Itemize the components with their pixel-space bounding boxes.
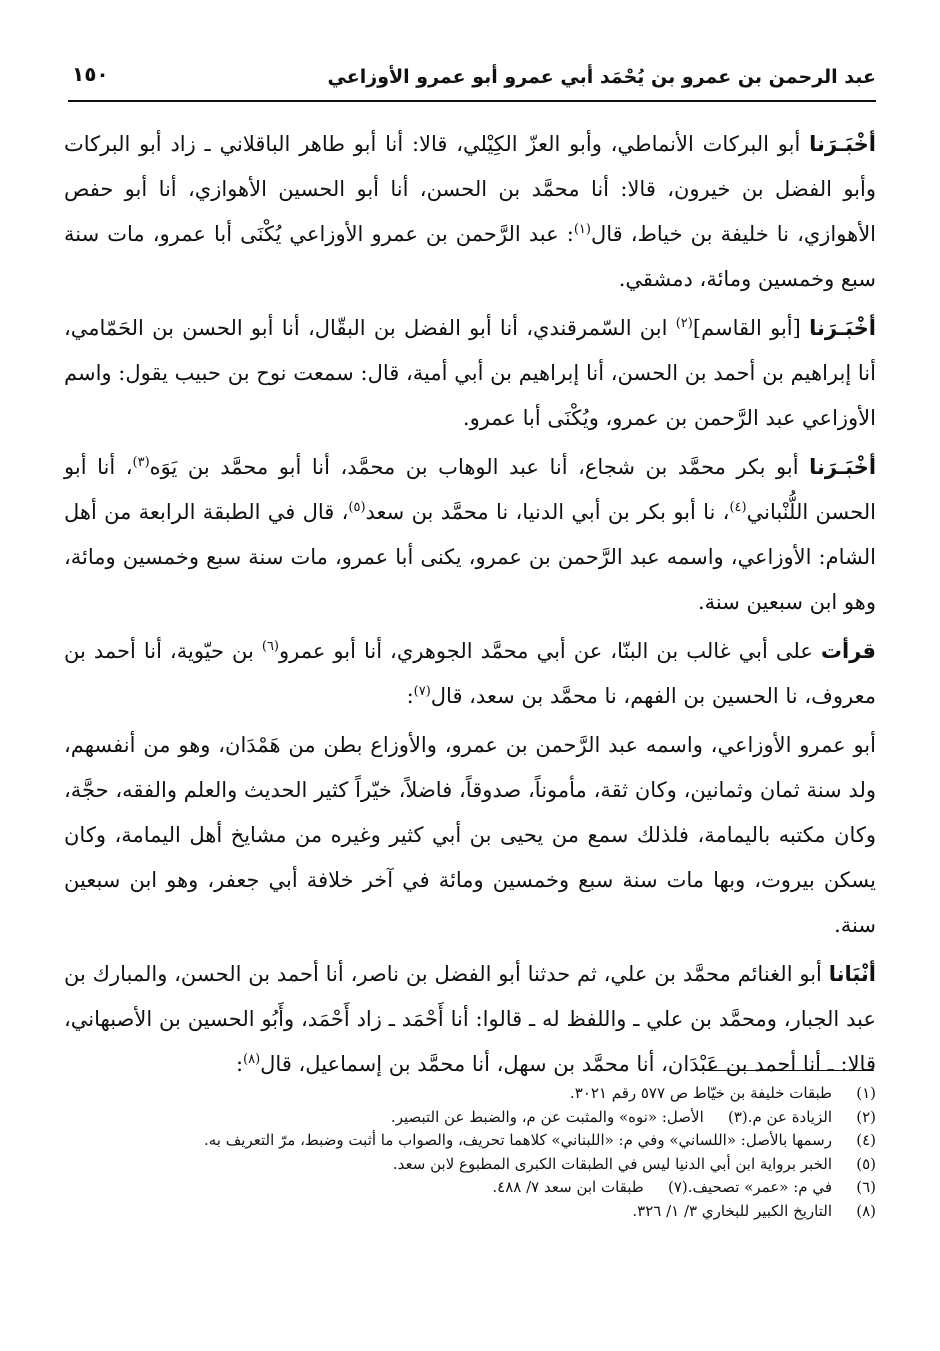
- paragraph-text: :: [235, 1052, 244, 1076]
- header-rule: [68, 100, 876, 102]
- footnote-number: (٨): [856, 1201, 876, 1220]
- running-title: عبد الرحمن بن عمرو بن يُحْمَد أبي عمرو أبو عمرو الأوزاعي: [327, 66, 876, 88]
- footnote-row: [70, 1129, 876, 1153]
- footnote-text: التاريخ الكبير للبخاري ٣/ ١/ ٣٢٦.: [632, 1201, 832, 1220]
- paragraph-text: :: [406, 684, 414, 708]
- footnote-number: (٦): [856, 1178, 876, 1196]
- footnote-reference[interactable]: (٧): [413, 684, 431, 699]
- footnotes: [70, 1082, 876, 1223]
- page-header: [68, 60, 876, 100]
- footnote-number: (٥): [856, 1154, 876, 1173]
- paragraph-text: : عبد الرَّحمن بن عمرو الأوزاعي يُكْنَى أبا عمرو، مات سنة سبع وخمسين ومائة، دمشقي.: [64, 222, 876, 291]
- footnote-text: رسمها بالأصل: «اللساني» وفي م: «اللبناني» كلاهما تحريف، والصواب ما أثبت وضبط، مرّ التعريف به.: [204, 1131, 832, 1149]
- page-number: ١٥٠: [72, 62, 109, 86]
- paragraph-lead-word: أخْبَـرَنا: [809, 455, 877, 479]
- paragraph-text: ، نا أبو بكر بن أبي الدنيا، نا محمَّد بن سعد: [365, 500, 730, 524]
- paragraph-text: أبو البركات الأنماطي، وأبو العزّ الكِيْلي، قالا: أنا أبو طاهر الباقلاني ـ زاد أبو البركات وأبو الفضل بن خيرون، قالا: أنا محمَّد بن الحسن، أنا أبو الحسين الأهوازي، أنا أبو حفص الأهوازي، نا خليفة بن خياط، قال: [64, 132, 877, 246]
- footnote-row: [70, 1082, 876, 1106]
- footnote-inline-item: [391, 1106, 748, 1130]
- paragraph-text: أبو الغنائم محمَّد بن علي، ثم حدثنا أبو الفضل بن ناصر، أنا أحمد بن الحسن، والمبارك بن عبد الجبار، ومحمَّد بن علي ـ واللفظ له ـ قالوا: أنا أَحْمَد ـ زاد أَحْمَد، وأَبُو الحسين بن الأصبهاني، قالا: ـ أنا أحمد بن عَبْدَان، أنا محمَّد بن سهل، أنا محمَّد بن إسماعيل، قال: [64, 962, 876, 1076]
- footnote-separator: [706, 1070, 874, 1071]
- paragraph-text: أبو بكر محمَّد بن شجاع، أنا عبد الوهاب بن محمَّد، أنا أبو محمَّد بن يَوَه: [149, 455, 810, 479]
- footnote-text: الخبر برواية ابن أبي الدنيا ليس في الطبقات الكبرى المطبوع لابن سعد.: [392, 1154, 832, 1173]
- paragraph-text: [أبو القاسم]: [692, 316, 810, 340]
- footnote-reference[interactable]: (٥): [348, 500, 366, 515]
- footnote-number: (٢): [856, 1107, 876, 1126]
- footnote-row: [70, 1153, 876, 1177]
- paragraph-text: بن حيّوية، أنا أحمد بن معروف، نا الحسين بن الفهم، نا محمَّد بن سعد، قال: [64, 639, 876, 708]
- paragraph: [64, 122, 876, 302]
- footnote-number: (٣): [727, 1107, 748, 1126]
- paragraph-text: ، أنا أبو الحسن اللُّنْباني: [64, 455, 876, 524]
- paragraph-text: ابن السّمرقندي، أنا أبو الفضل بن البقّال، أنا أبو الحسن بن الحَمّامي، أنا إبراهيم بن أحمد بن الحسن، أنا إبراهيم بن أبي أمية، قال: سمعت نوح بن حبيب يقول: واسم الأوزاعي عبد الرَّحمن بن عمرو، ويُكْنَى أبا عمرو.: [64, 316, 876, 430]
- footnote-number: (١): [856, 1084, 876, 1102]
- footnote-reference[interactable]: (٦): [261, 639, 279, 654]
- footnote-text: الزيادة عن م.: [747, 1107, 832, 1126]
- paragraph: [64, 723, 876, 948]
- footnote-row: [70, 1106, 876, 1130]
- paragraph: [64, 306, 876, 441]
- footnote-inline-item: [492, 1176, 687, 1200]
- paragraph: [64, 629, 876, 719]
- footnote-text: طبقات ابن سعد ٧/ ٤٨٨.: [492, 1178, 644, 1196]
- paragraph-text: أبو عمرو الأوزاعي، واسمه عبد الرَّحمن بن عمرو، والأوزاع بطن من هَمْدَان، وهو من أنفسهم، ولد سنة ثمان وثمانين، وكان ثقة، مأموناً، صدوقاً، فاضلاً، خيّراً كثير الحديث والعلم والفقه، حجَّة، وكان مكتبه باليمامة، فلذلك سمع من يحيى بن أبي كثير وغيره من مشايخ أهل اليمامة، وكان يسكن بيروت، وبها مات سنة سبع وخمسين ومائة في آخر خلافة أبي جعفر، وهو ابن سبعين سنة.: [64, 733, 876, 937]
- paragraph-lead-word: قرأت: [820, 639, 876, 663]
- paragraph-lead-word: أخْبَـرَنا: [809, 132, 876, 156]
- paragraph-text: ، قال في الطبقة الرابعة من أهل الشام: الأوزاعي، واسمه عبد الرَّحمن بن عمرو، يكنى أبا عمرو، مات سنة سبع وخمسين ومائة، وهو ابن سبعين سنة.: [64, 500, 876, 614]
- footnote-text: الأصل: «نوه» والمثبت عن م، والضبط عن التبصير.: [390, 1107, 704, 1126]
- paragraph-lead-word: أنْبَانا: [828, 962, 876, 986]
- footnote-row: [70, 1200, 876, 1224]
- footnote-row: [70, 1176, 876, 1200]
- main-text: [64, 122, 876, 1087]
- paragraph: [64, 952, 876, 1087]
- paragraph-lead-word: أخْبَـرَنا: [809, 316, 876, 340]
- footnote-reference[interactable]: (٨): [243, 1052, 261, 1067]
- footnote-reference[interactable]: (١): [573, 222, 591, 237]
- paragraph-text: على أبي غالب بن البنّا، عن أبي محمَّد الجوهري، أنا أبو عمرو: [279, 639, 821, 663]
- footnote-number: (٧): [667, 1178, 688, 1196]
- footnote-text: في م: «عمر» تصحيف.: [687, 1178, 832, 1196]
- paragraph: [64, 445, 876, 625]
- footnote-text: طبقات خليفة بن خيّاط ص ٥٧٧ رقم ٣٠٢١.: [569, 1084, 832, 1102]
- footnote-reference[interactable]: (٤): [729, 500, 747, 515]
- footnote-reference[interactable]: (٢): [675, 316, 693, 331]
- footnote-reference[interactable]: (٣): [132, 455, 150, 470]
- footnote-number: (٤): [856, 1131, 876, 1149]
